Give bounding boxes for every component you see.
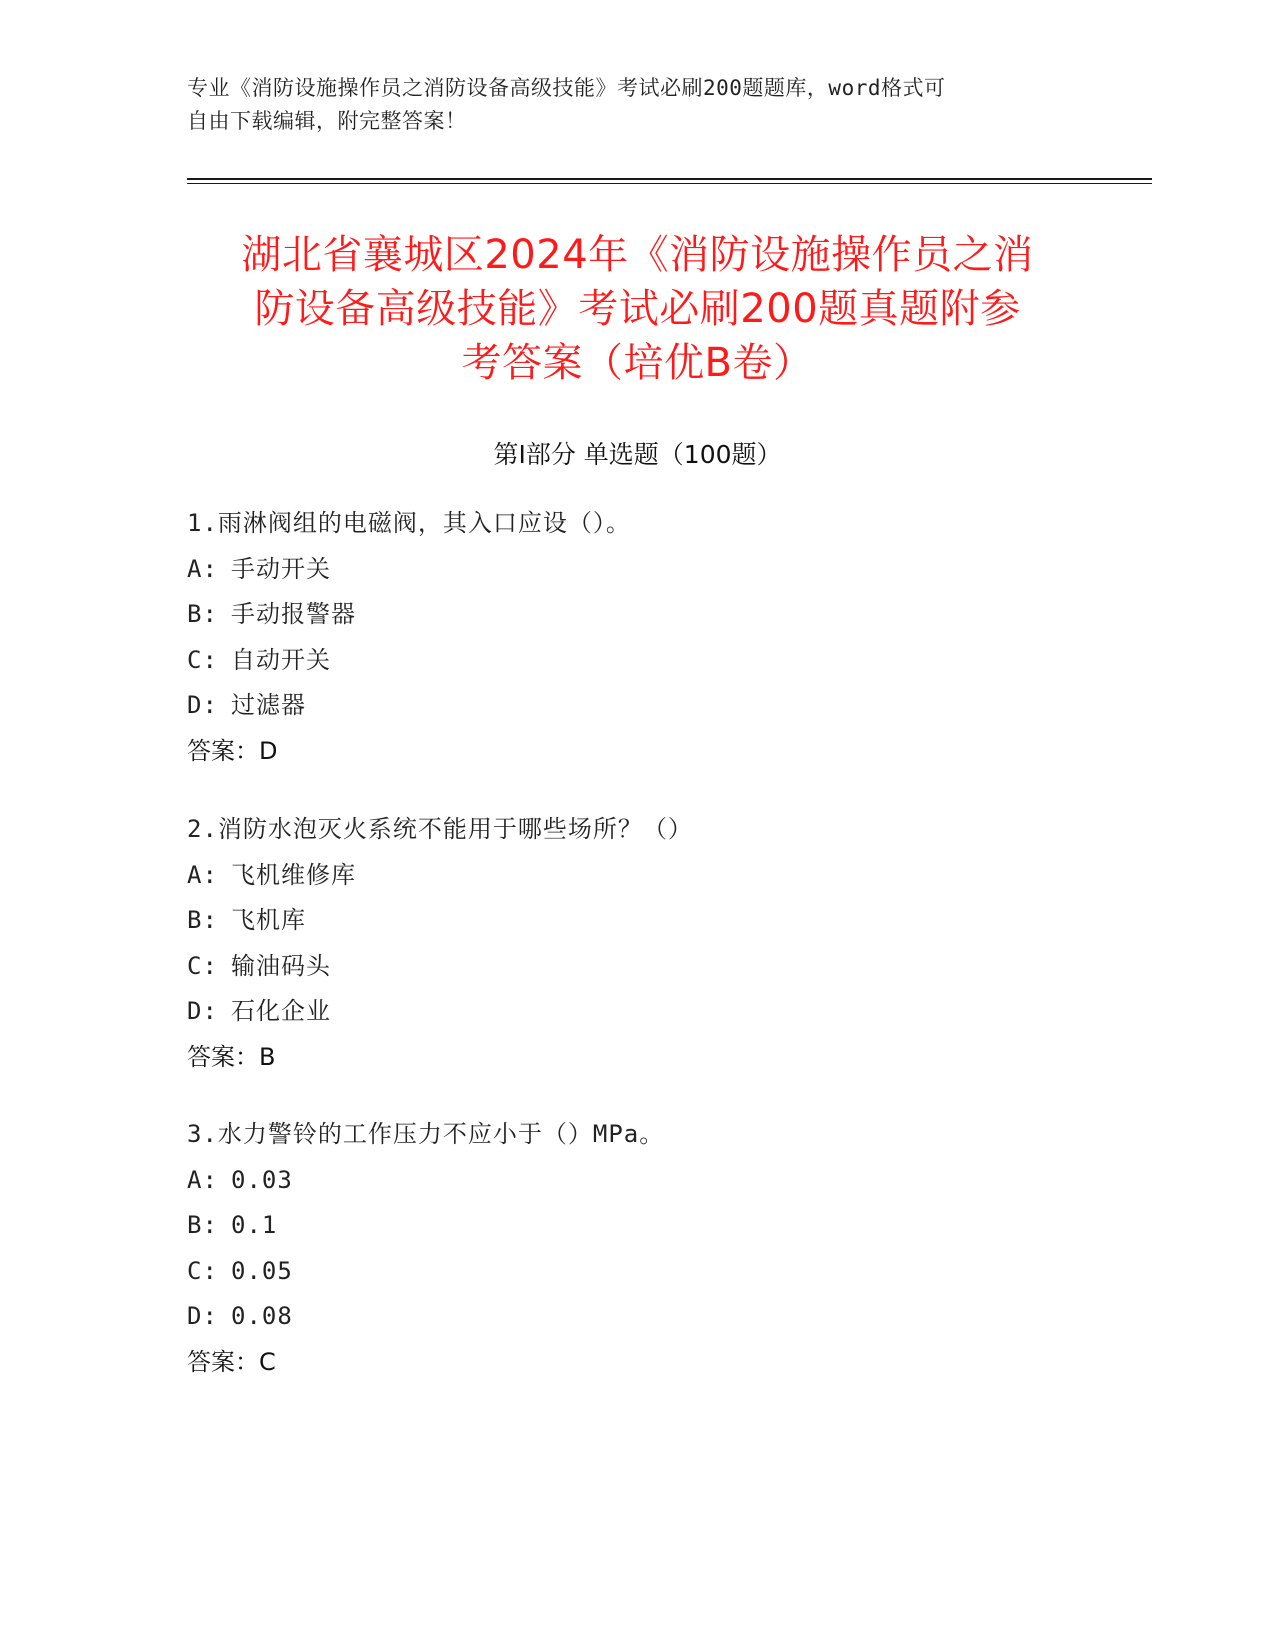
option-key: C: xyxy=(187,645,218,674)
option-key: D: xyxy=(187,691,218,719)
option-text: 0.1 xyxy=(231,1211,278,1239)
answer-line: 答案：B xyxy=(187,1042,276,1071)
option-key: D: xyxy=(187,1302,218,1330)
option-key: B: xyxy=(187,600,218,628)
option-a xyxy=(187,547,631,593)
question-stem: 2.消防水泡灭火系统不能用于哪些场所？（） xyxy=(187,815,693,843)
option-text: 0.05 xyxy=(231,1256,293,1285)
document-title-line-3: 考答案（培优B卷） xyxy=(461,340,814,386)
header-note-line-2: 自由下载编辑，附完整答案！ xyxy=(187,109,467,133)
option-text: 飞机维修库 xyxy=(231,860,356,889)
option-d xyxy=(187,1294,664,1340)
option-text: 自动开关 xyxy=(231,645,331,674)
option-d xyxy=(187,989,693,1035)
option-c xyxy=(187,1249,664,1295)
option-key: A: xyxy=(187,1165,218,1194)
option-text: 石化企业 xyxy=(231,997,331,1025)
option-key: B: xyxy=(187,906,218,934)
header-note xyxy=(187,72,1067,138)
question-stem: 3.水力警铃的工作压力不应小于（）MPa。 xyxy=(187,1120,665,1148)
question-stem: 1.雨淋阀组的电磁阀，其入口应设（）。 xyxy=(187,509,631,537)
option-text: 过滤器 xyxy=(231,691,306,719)
option-a xyxy=(187,1158,664,1204)
answer-line: 答案：C xyxy=(187,1347,276,1376)
option-c xyxy=(187,638,631,684)
document-title xyxy=(160,228,1115,390)
option-text: 飞机库 xyxy=(231,906,306,934)
document-title-line-2: 防设备高级技能》考试必刷200题真题附参 xyxy=(254,286,1021,332)
question-1 xyxy=(187,501,631,774)
header-divider-thick xyxy=(187,178,1152,180)
header-divider-thin xyxy=(187,183,1152,184)
option-c xyxy=(187,944,693,990)
option-text: 手动报警器 xyxy=(231,600,356,628)
header-note-line-1: 专业《消防设施操作员之消防设备高级技能》考试必刷200题题库，word格式可 xyxy=(187,76,946,100)
option-b xyxy=(187,592,631,638)
question-2 xyxy=(187,807,693,1080)
document-title-line-1: 湖北省襄城区2024年《消防设施操作员之消 xyxy=(241,232,1034,278)
option-b xyxy=(187,898,693,944)
option-text: 0.08 xyxy=(231,1302,293,1330)
option-key: A: xyxy=(187,554,218,583)
option-key: B: xyxy=(187,1211,218,1239)
option-text: 输油码头 xyxy=(231,951,331,980)
option-key: C: xyxy=(187,1256,218,1285)
option-key: C: xyxy=(187,951,218,980)
option-text: 手动开关 xyxy=(231,554,331,583)
answer-line: 答案：D xyxy=(187,736,278,765)
option-text: 0.03 xyxy=(231,1165,293,1194)
option-key: D: xyxy=(187,997,218,1025)
section-title: 第Ⅰ部分 单选题（100题） xyxy=(493,440,782,469)
option-a xyxy=(187,853,693,899)
option-b xyxy=(187,1203,664,1249)
option-key: A: xyxy=(187,860,218,889)
question-3 xyxy=(187,1112,664,1385)
option-d xyxy=(187,683,631,729)
